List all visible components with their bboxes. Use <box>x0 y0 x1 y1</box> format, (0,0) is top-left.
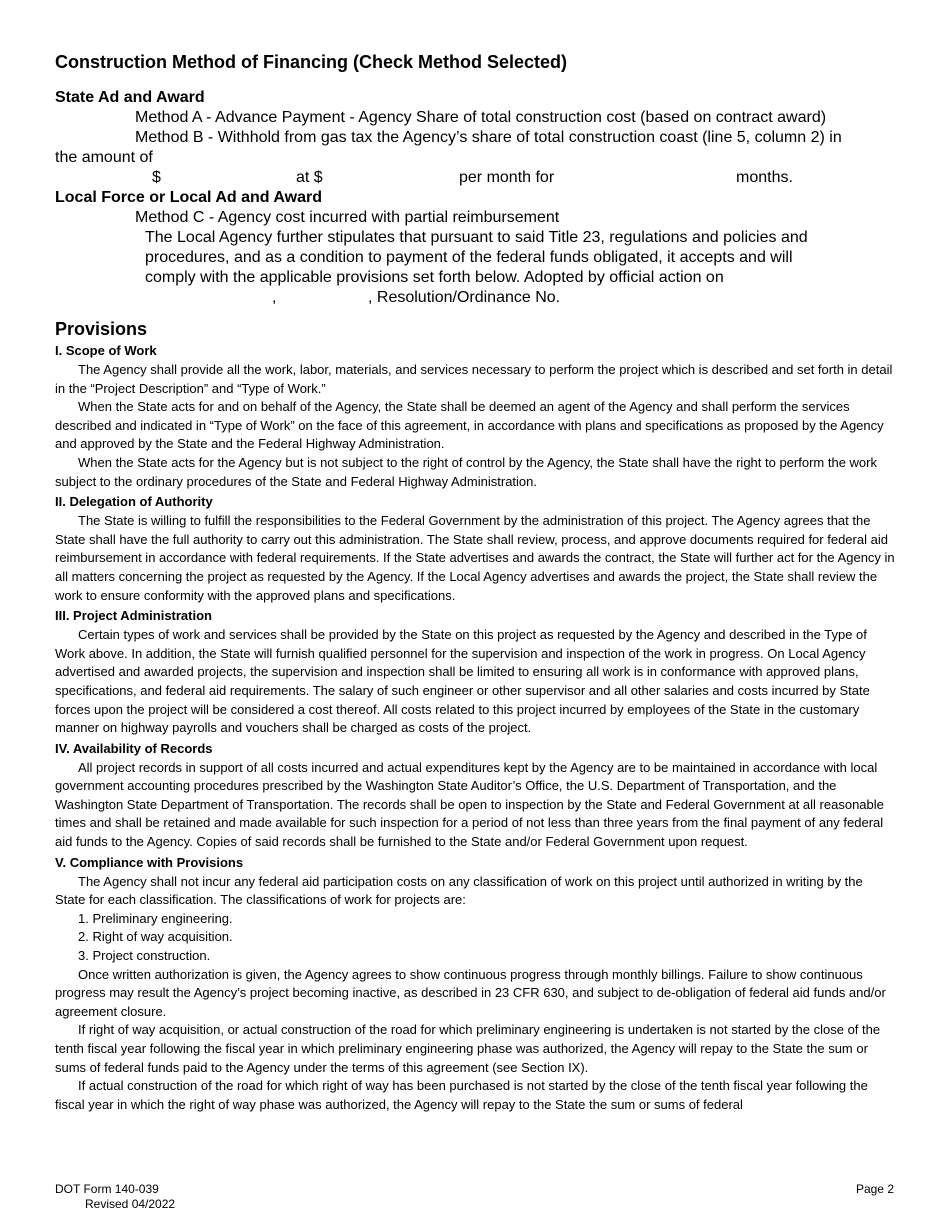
paragraph: Certain types of work and services shall be provided by the State on this project as requested by the Agency and described in the Type of Work above. In addition, the State will furnish qualified personnel for the supervision and inspection of the work in progress. On Local Agency advertised and awarded projects, the supervision and inspection shall be limited to ensuring all work is in conformance with approved plans, specifications, and federal aid requirements. The salary of such engineer or other supervisor and all other salaries and costs incurred by State forces upon the project will be considered a cost thereof. All costs related to this project incurred by employees of the State in the customary manner on highway payrolls and vouchers shall be charged as costs of the project. <box>55 627 870 736</box>
paragraph: If actual construction of the road for which right of way has been purchased is not started by the close of the tenth fiscal year following the fiscal year in which the right of way phase was authorized, the Agency will repay to the State the sum or sums of federal <box>55 1078 868 1112</box>
section-compliance-with-provisions <box>55 854 895 1115</box>
resolution-row <box>55 288 895 308</box>
paragraph: Once written authorization is given, the Agency agrees to show continuous progress through monthly billings. Failure to show continuous progress may result the Agency’s project becoming inactive, as described in 23 CFR 630, and subject to de-obligation of federal aid funds and/or agreement closure. <box>55 966 886 1019</box>
list-item: 2. Right of way acquisition. <box>78 929 233 945</box>
stipulation-line-2: procedures, and as a condition to payment of the federal funds obligated, it accepts and will <box>145 249 793 266</box>
amount-dollar-label: $ <box>152 169 161 186</box>
page-title: Construction Method of Financing (Check Method Selected) <box>55 52 568 72</box>
resolution-comma: , <box>272 289 277 306</box>
section-title: I. Scope of Work <box>55 343 157 358</box>
paragraph: The Agency shall provide all the work, labor, materials, and services necessary to perform the project which is described and set forth in detail in the “Project Description” and “Type of Work.” <box>55 362 893 396</box>
revised-date: Revised 04/2022 <box>85 1197 176 1211</box>
local-force-title: Local Force or Local Ad and Award <box>55 189 323 206</box>
amount-row <box>55 168 895 188</box>
footer-form-info <box>55 1182 175 1212</box>
state-ad-title: State Ad and Award <box>55 89 205 106</box>
months-label: months. <box>736 169 793 186</box>
section-delegation-of-authority <box>55 493 895 605</box>
amount-at-label: at $ <box>296 169 323 186</box>
paragraph: The State is willing to fulfill the responsibilities to the Federal Government by the administration of this project. The Agency agrees that the State shall have the full authority to carry out this administration. The State shall review, process, and approve documents required for federal aid reimbursement in accordance with federal requirements. If the State advertises and awards the contract, the State will further act for the Agency in all matters concerning the project as requested by the Agency. If the Local Agency advertises and awards the project, the State shall review the work to ensure conformity with the approved plans and specifications. <box>55 513 895 603</box>
paragraph: If right of way acquisition, or actual construction of the road for which preliminary engineering is undertaken is not started by the close of the tenth fiscal year following the fiscal year in which preliminary engineering phase was authorized, the Agency will repay to the State the sum or sums of federal funds paid to the Agency under the terms of this agreement (see Section IX). <box>55 1022 881 1075</box>
section-availability-of-records <box>55 740 895 852</box>
paragraph: When the State acts for and on behalf of the Agency, the State shall be deemed an agent of the Agency and shall perform the services described and indicated in “Type of Work” on the face of this agreement, in accordance with plans and specifications as proposed by the Agency and approved by the State and the Federal Highway Administration. <box>55 399 884 452</box>
section-title: V. Compliance with Provisions <box>55 854 244 870</box>
stipulation-line-3: comply with the applicable provisions set forth below. Adopted by official action on <box>145 269 724 286</box>
page-number: Page 2 <box>855 1182 894 1196</box>
form-number: DOT Form 140-039 <box>55 1182 159 1196</box>
local-force-section <box>55 188 895 308</box>
section-title: IV. Availability of Records <box>55 740 213 756</box>
document-page <box>55 52 895 1114</box>
method-b-continued: the amount of <box>55 149 153 166</box>
section-scope-of-work <box>55 342 895 491</box>
resolution-label: , Resolution/Ordinance No. <box>368 289 561 306</box>
section-project-administration <box>55 607 895 738</box>
method-a[interactable]: Method A - Advance Payment - Agency Share of total construction cost (based on contract award) <box>135 109 827 126</box>
stipulation-line-1: The Local Agency further stipulates that pursuant to said Title 23, regulations and policies and <box>145 229 808 246</box>
list-item: 3. Project construction. <box>78 948 211 964</box>
state-ad-section <box>55 88 895 188</box>
section-title: III. Project Administration <box>55 608 212 624</box>
section-title: II. Delegation of Authority <box>55 494 213 510</box>
list-item: 1. Preliminary engineering. <box>78 910 233 926</box>
paragraph: The Agency shall not incur any federal aid participation costs on any classification of work on this project until authorized in writing by the State for each classification. The classifications of work for projects are: <box>55 873 863 908</box>
per-month-label: per month for <box>459 169 555 186</box>
paragraph: When the State acts for the Agency but is not subject to the right of control by the Agency, the State shall have the right to perform the work subject to the ordinary procedures of the State and Federal Highway Administration. <box>55 454 877 489</box>
provisions-title: Provisions <box>55 319 148 339</box>
paragraph: All project records in support of all costs incurred and actual expenditures kept by the Agency are to be maintained in accordance with local government accounting procedures prescribed by the Washington State Auditor’s Office, the U.S. Department of Transportation, and the Washington State Department of Transportation. The records shall be open to inspection by the State and Federal Government at all reasonable times and shall be retained and made available for such inspection for a period of not less than three years from the final payment of any federal aid funds to the Agency. Copies of said records shall be furnished to the State and/or Federal Government upon request. <box>55 759 884 850</box>
method-c[interactable]: Method C - Agency cost incurred with partial reimbursement <box>135 209 560 226</box>
method-b[interactable]: Method B - Withhold from gas tax the Agency’s share of total construction coast (line 5, column 2) in <box>135 129 842 146</box>
